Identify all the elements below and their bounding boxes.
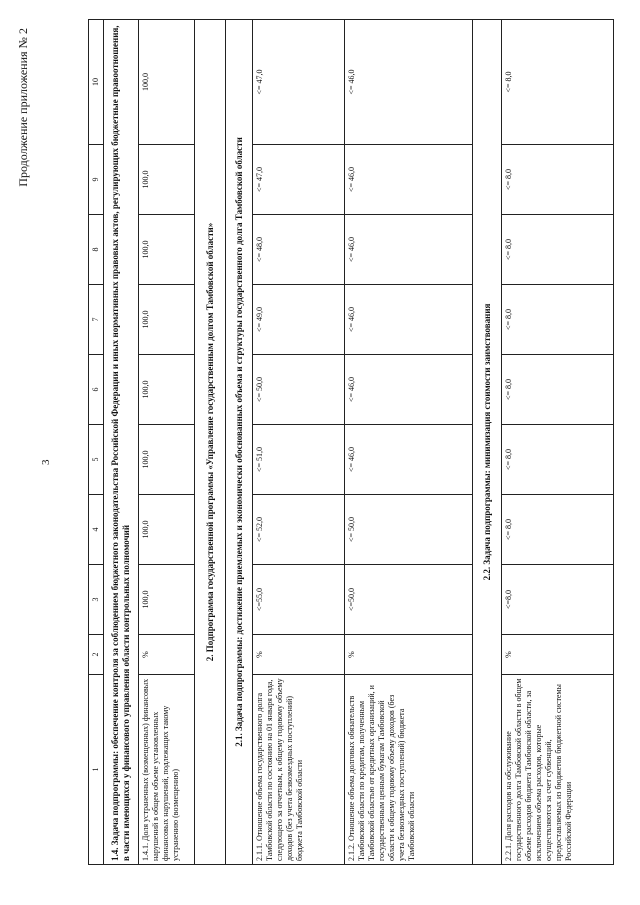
task-1-4-heading: 1.4. Задача подпрограммы: обеспечение контроля за соблюдением бюджетного законодательства Российской Федерации и иных нормативных правовых актов, регулирующих бюджетные правоотношения, в части имеющихся у финансового управления области контрольных полномочий <box>104 20 139 865</box>
indicator-value: <= 8,0 <box>502 425 614 495</box>
section-row <box>473 20 502 865</box>
table-row <box>345 20 473 865</box>
appendix-continuation: Продолжение приложения № 2 <box>16 28 30 187</box>
indicator-value: <=8,0 <box>502 565 614 635</box>
indicator-value: <= 8,0 <box>502 145 614 215</box>
indicator-unit: % <box>502 635 614 675</box>
column-number: 4 <box>89 495 104 565</box>
section-row <box>226 20 253 865</box>
indicator-value: <= 8,0 <box>502 495 614 565</box>
indicator-value: 100,0 <box>139 425 195 495</box>
indicator-value: <= 8,0 <box>502 215 614 285</box>
column-number: 8 <box>89 215 104 285</box>
indicator-value: <= 50,0 <box>253 355 345 425</box>
indicator-value: 100,0 <box>139 495 195 565</box>
task-2-1-heading: 2.1. Задача подпрограммы: достижение приемлемых и экономически обоснованных объема и структуры государственного долга Тамбовской области <box>226 20 253 865</box>
indicator-value: 100,0 <box>139 145 195 215</box>
indicator-value: 100,0 <box>139 20 195 145</box>
indicator-value: 100,0 <box>139 215 195 285</box>
section-row <box>195 20 226 865</box>
column-number: 7 <box>89 285 104 355</box>
column-number: 2 <box>89 635 104 675</box>
task-2-2-heading: 2.2. Задача подпрограммы: минимизация стоимости заимствования <box>473 20 502 865</box>
section-row <box>104 20 139 865</box>
column-number: 10 <box>89 20 104 145</box>
column-number: 5 <box>89 425 104 495</box>
indicator-value: <= 46,0 <box>345 285 473 355</box>
indicator-value: <= 46,0 <box>345 425 473 495</box>
indicator-value: <= 46,0 <box>345 215 473 285</box>
indicator-value: <= 8,0 <box>502 285 614 355</box>
indicator-value: <= 46,0 <box>345 145 473 215</box>
table-row <box>139 20 195 865</box>
indicator-value: <=55,0 <box>253 565 345 635</box>
indicator-name: 2.2.1. Доля расходов на обслуживание государственного долга Тамбовской области в общем объеме расходов бюджета Тамбовской области, за исключением объема расходов, которые осуществляются за счет субвенций, предоставляемых из бюджетов бюджетной системы Российской Федерации <box>502 675 614 865</box>
table-row <box>253 20 345 865</box>
column-number-row <box>89 20 104 865</box>
indicator-value: <= 49,0 <box>253 285 345 355</box>
indicator-value: <=50,0 <box>345 565 473 635</box>
indicator-value: <= 46,0 <box>345 355 473 425</box>
column-number: 3 <box>89 565 104 635</box>
indicator-name: 2.1.2. Отношение объема долговых обязательств Тамбовской области по кредитам, полученным Тамбовской областью от кредитных организаций, и государственным ценным бумагам Тамбовской области к общему годовому объему доходов (без учета безвозмездных поступлений) бюджета Тамбовской области <box>345 675 473 865</box>
column-number: 1 <box>89 675 104 865</box>
indicator-unit: % <box>253 635 345 675</box>
subprogram-2-heading: 2. Подпрограмма государственной программы «Управление государственным долгом Тамбовской области» <box>195 20 226 865</box>
indicator-value: <= 48,0 <box>253 215 345 285</box>
column-number: 9 <box>89 145 104 215</box>
indicator-unit: % <box>345 635 473 675</box>
indicator-value: <= 46,0 <box>345 20 473 145</box>
indicator-name: 2.1.1. Отношение объема государственного долга Тамбовской области по состоянию на 01 января года, следующего за отчетным, к общему годовому объему доходов (без учета безвозмездных поступлений) бюджета Тамбовской области <box>253 675 345 865</box>
indicators-table <box>88 19 614 865</box>
indicator-value: <= 51,0 <box>253 425 345 495</box>
indicator-value: 100,0 <box>139 355 195 425</box>
column-number: 6 <box>89 355 104 425</box>
indicator-value: <= 8,0 <box>502 20 614 145</box>
indicator-name: 1.4.1. Доля устраненных (возмещенных) финансовых нарушений в общем объеме установленных финансовых нарушений, подлежащих такому устранению (возмещению) <box>139 675 195 865</box>
table-row <box>502 20 614 865</box>
indicator-value: <= 8,0 <box>502 355 614 425</box>
page-number: 3 <box>40 459 52 465</box>
indicator-value: <= 50,0 <box>345 495 473 565</box>
indicator-value: 100,0 <box>139 285 195 355</box>
indicator-unit: % <box>139 635 195 675</box>
indicator-value: <= 47,0 <box>253 145 345 215</box>
indicator-value: <= 47,0 <box>253 20 345 145</box>
indicator-value: <= 52,0 <box>253 495 345 565</box>
indicator-value: 100,0 <box>139 565 195 635</box>
